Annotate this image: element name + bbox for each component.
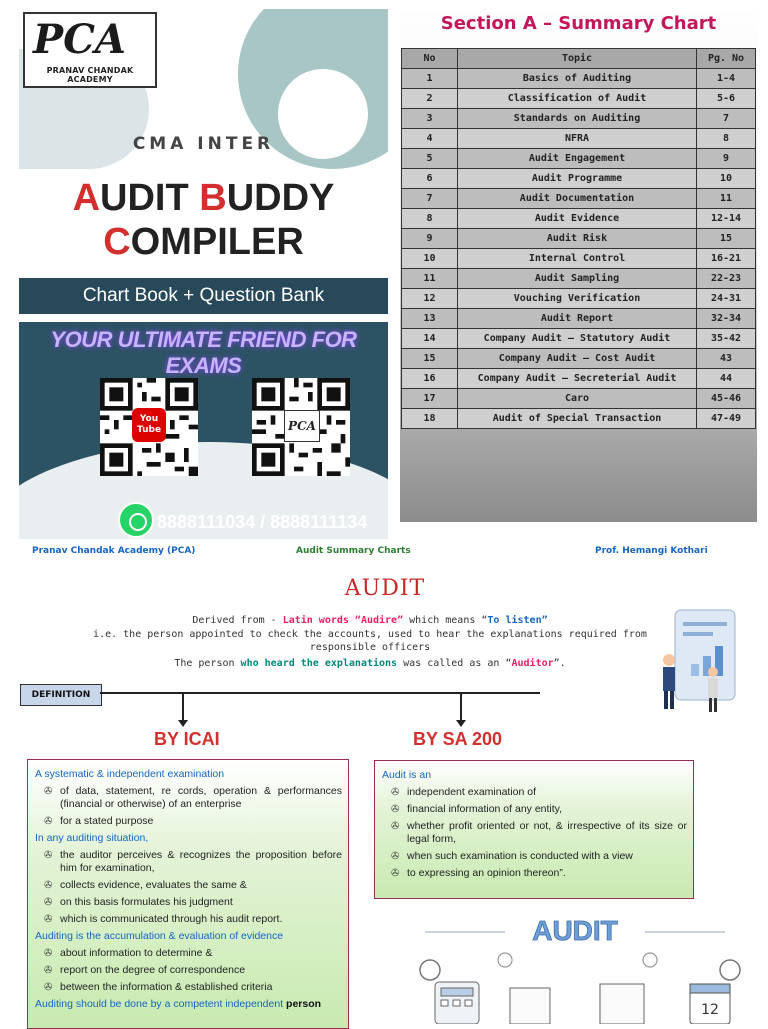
intro-line-auditor: The person who heard the explanations was called as an “Auditor”. — [174, 658, 566, 669]
table-row — [402, 229, 756, 249]
list-item — [35, 785, 342, 811]
table-row — [402, 109, 756, 129]
connector-line — [460, 692, 462, 722]
youtube-qr-code[interactable] — [100, 378, 198, 476]
table-row — [402, 289, 756, 309]
list-item — [35, 815, 342, 828]
calendar-number: 12 — [701, 1002, 719, 1018]
cell-topic: Company Audit – Cost Audit — [458, 349, 697, 369]
cell-no: 11 — [402, 269, 458, 289]
cell-topic: NFRA — [458, 129, 697, 149]
sa200-lead: Audit is an — [382, 769, 432, 781]
cell-page: 1-4 — [697, 69, 756, 89]
scissors-bullet-icon: ✇ — [391, 804, 400, 815]
audit-illustration — [390, 910, 760, 1024]
list-item-text: for a stated purpose — [60, 815, 154, 827]
icai-list-2 — [35, 849, 342, 926]
list-item-text: financial information of any entity, — [407, 803, 563, 815]
icai-lead: Auditing should be done by a competent independent person — [35, 998, 322, 1010]
icai-lead: In any auditing situation, — [35, 832, 149, 844]
list-item — [382, 820, 687, 846]
table-row — [402, 409, 756, 429]
cell-no: 10 — [402, 249, 458, 269]
footer-document-title: Audit Summary Charts — [296, 546, 411, 556]
cell-page: 43 — [697, 349, 756, 369]
intro-line-meaning: i.e. the person appointed to check the accounts, used to hear the explanations required from responsible officers — [93, 629, 647, 653]
table-row — [402, 189, 756, 209]
cell-topic: Standards on Auditing — [458, 109, 697, 129]
cell-no: 1 — [402, 69, 458, 89]
cell-no: 13 — [402, 309, 458, 329]
list-item-text: about information to determine & — [60, 947, 213, 959]
connector-line — [182, 692, 184, 722]
table-row — [402, 129, 756, 149]
pca-logo-icon: PCA — [284, 410, 320, 442]
page-title: AUDIT — [344, 576, 426, 601]
book-title-line2: COMPILER — [103, 221, 304, 263]
cell-page: 7 — [697, 109, 756, 129]
list-item-text: which is communicated through his audit report. — [60, 913, 283, 925]
cell-no: 16 — [402, 369, 458, 389]
cell-page: 5-6 — [697, 89, 756, 109]
cell-topic: Company Audit – Statutory Audit — [458, 329, 697, 349]
cell-no: 12 — [402, 289, 458, 309]
cell-page: 16-21 — [697, 249, 756, 269]
cell-topic: Basics of Auditing — [458, 69, 697, 89]
illustration-banner-text: AUDIT — [532, 915, 618, 946]
list-item-text: on this basis formulates his judgment — [60, 896, 233, 908]
cell-topic: Audit Programme — [458, 169, 697, 189]
scissors-bullet-icon: ✇ — [391, 868, 400, 879]
summary-table-body — [402, 69, 756, 429]
icai-list-1 — [35, 785, 342, 828]
sa200-definition-box — [374, 760, 694, 899]
scissors-bullet-icon: ✇ — [44, 914, 53, 925]
list-item — [35, 964, 342, 977]
cell-topic: Classification of Audit — [458, 89, 697, 109]
cell-topic: Audit Evidence — [458, 209, 697, 229]
connector-line — [100, 692, 540, 694]
list-item-text: report on the degree of correspondence — [60, 964, 246, 976]
cell-page: 32-34 — [697, 309, 756, 329]
list-item-text: to expressing an opinion thereon”. — [407, 867, 566, 879]
scissors-bullet-icon: ✇ — [391, 787, 400, 798]
table-row — [402, 269, 756, 289]
cell-no: 6 — [402, 169, 458, 189]
cell-no: 9 — [402, 229, 458, 249]
tagline: YOUR ULTIMATE FRIEND FOR EXAMS — [50, 327, 357, 378]
scissors-bullet-icon: ✇ — [44, 982, 53, 993]
intro-line-derivation: Derived from - Latin words “Audire” which means “To listen” — [192, 615, 548, 626]
scissors-bullet-icon: ✇ — [44, 948, 53, 959]
list-item — [35, 913, 342, 926]
list-item — [382, 786, 687, 799]
table-row — [402, 349, 756, 369]
cell-no: 8 — [402, 209, 458, 229]
cell-page: 35-42 — [697, 329, 756, 349]
sa200-list — [382, 786, 687, 880]
pca-qr-code[interactable] — [252, 378, 350, 476]
list-item — [35, 896, 342, 909]
cell-no: 18 — [402, 409, 458, 429]
cell-topic: Internal Control — [458, 249, 697, 269]
cell-no: 5 — [402, 149, 458, 169]
table-row — [402, 309, 756, 329]
cell-page: 12-14 — [697, 209, 756, 229]
cell-page: 45-46 — [697, 389, 756, 409]
list-item-text: between the information & established criteria — [60, 981, 273, 993]
icai-heading: BY ICAI — [154, 729, 220, 749]
youtube-icon: You Tube — [132, 408, 166, 442]
cell-no: 14 — [402, 329, 458, 349]
cell-topic: Audit Sampling — [458, 269, 697, 289]
scissors-bullet-icon: ✇ — [44, 786, 53, 797]
cell-page: 47-49 — [697, 409, 756, 429]
pca-logo — [23, 12, 157, 88]
scissors-bullet-icon: ✇ — [391, 851, 400, 862]
column-header-page: Pg. No — [697, 49, 756, 69]
arrow-down-icon — [456, 720, 466, 727]
cell-no: 3 — [402, 109, 458, 129]
cell-page: 22-23 — [697, 269, 756, 289]
scissors-bullet-icon: ✇ — [391, 821, 400, 832]
footer-academy: Pranav Chandak Academy (PCA) — [32, 546, 196, 556]
cell-topic: Company Audit – Secreterial Audit — [458, 369, 697, 389]
cell-topic: Caro — [458, 389, 697, 409]
summary-table — [401, 48, 756, 429]
cell-no: 4 — [402, 129, 458, 149]
logo-mark: PCA — [33, 16, 126, 63]
cell-page: 9 — [697, 149, 756, 169]
cell-topic: Vouching Verification — [458, 289, 697, 309]
cell-topic: Audit Report — [458, 309, 697, 329]
scissors-bullet-icon: ✇ — [44, 965, 53, 976]
list-item — [35, 849, 342, 875]
table-header-row — [402, 49, 756, 69]
column-header-topic: Topic — [458, 49, 697, 69]
list-item — [382, 867, 687, 880]
list-item — [35, 981, 342, 994]
table-row — [402, 169, 756, 189]
column-header-no: No — [402, 49, 458, 69]
list-item-text: independent examination of — [407, 786, 537, 798]
list-item — [35, 879, 342, 892]
table-row — [402, 249, 756, 269]
list-item — [35, 947, 342, 960]
summary-title: Section A – Summary Chart — [440, 13, 717, 34]
cell-page: 44 — [697, 369, 756, 389]
cell-no: 7 — [402, 189, 458, 209]
cell-page: 11 — [697, 189, 756, 209]
icai-list-3 — [35, 947, 342, 994]
cell-topic: Audit Documentation — [458, 189, 697, 209]
table-row — [402, 69, 756, 89]
cell-page: 10 — [697, 169, 756, 189]
scissors-bullet-icon: ✇ — [44, 816, 53, 827]
table-row — [402, 369, 756, 389]
scissors-bullet-icon: ✇ — [44, 880, 53, 891]
list-item-text: whether profit oriented or not, & irrespective of its size or legal form, — [407, 820, 687, 845]
cell-page: 24-31 — [697, 289, 756, 309]
cell-topic: Audit Engagement — [458, 149, 697, 169]
table-row — [402, 389, 756, 409]
arrow-down-icon — [178, 720, 188, 727]
icai-lead: A systematic & independent examination — [35, 768, 225, 780]
list-item-text: of data, statement, re cords, operation & performances (financial or otherwise) of an enterprise — [60, 785, 342, 810]
list-item-text: collects evidence, evaluates the same & — [60, 879, 247, 891]
course-name: CMA INTER — [132, 134, 275, 154]
table-row — [402, 89, 756, 109]
table-row — [402, 149, 756, 169]
table-row — [402, 329, 756, 349]
cover-page — [19, 9, 388, 539]
auditor-illustration — [655, 600, 750, 715]
list-item — [382, 803, 687, 816]
cell-page: 15 — [697, 229, 756, 249]
summary-chart-page — [400, 9, 757, 522]
footer-author: Prof. Hemangi Kothari — [595, 546, 708, 556]
cell-no: 17 — [402, 389, 458, 409]
book-subtitle: Chart Book + Question Bank — [19, 278, 388, 314]
scissors-bullet-icon: ✇ — [44, 897, 53, 908]
cell-topic: Audit of Special Transaction — [458, 409, 697, 429]
list-item-text: when such examination is conducted with a view — [407, 850, 633, 862]
sa200-heading: BY SA 200 — [413, 729, 503, 749]
book-title-line1: AUDIT BUDDY — [72, 177, 335, 219]
list-item — [382, 850, 687, 863]
scissors-bullet-icon: ✇ — [44, 850, 53, 861]
cell-no: 2 — [402, 89, 458, 109]
contact-phone[interactable]: 8888111034 / 8888111134 — [157, 512, 368, 532]
cell-page: 8 — [697, 129, 756, 149]
icai-definition-box — [27, 759, 349, 1029]
list-item-text: the auditor perceives & recognizes the proposition before him for examination, — [60, 849, 342, 874]
icai-lead: Auditing is the accumulation & evaluation of evidence — [35, 930, 284, 942]
cell-topic: Audit Risk — [458, 229, 697, 249]
definition-label: DEFINITION — [20, 684, 102, 706]
table-row — [402, 209, 756, 229]
logo-text: PRANAV CHANDAK ACADEMY — [46, 66, 134, 84]
cell-no: 15 — [402, 349, 458, 369]
